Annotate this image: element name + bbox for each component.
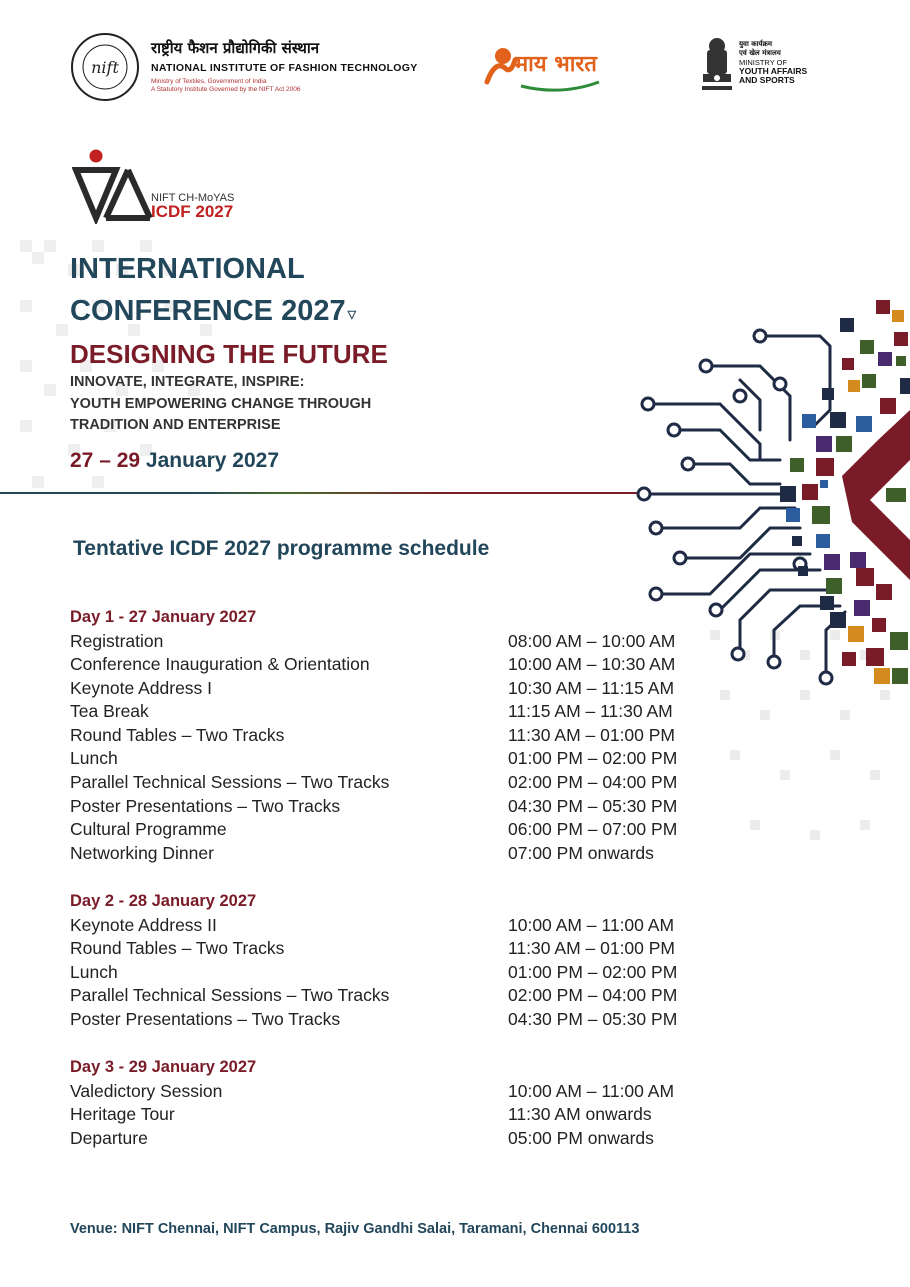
- event-time: 04:30 PM – 05:30 PM: [508, 795, 678, 816]
- icdf-logo-name: ICDF 2027: [151, 202, 234, 221]
- schedule-row: [70, 984, 710, 1008]
- event-time: 10:00 AM – 11:00 AM: [508, 1080, 675, 1101]
- event-time: 11:15 AM – 11:30 AM: [508, 701, 673, 722]
- event-name: Keynote Address I: [70, 677, 213, 698]
- schedule-row: [70, 1103, 710, 1127]
- event-name: Parallel Technical Sessions – Two Tracks: [70, 772, 390, 793]
- icdf-logo-subtitle: NIFT CH-MoYAS: [151, 192, 235, 204]
- event-time: 11:30 AM – 01:00 PM: [508, 938, 676, 959]
- event-name: Poster Presentations – Two Tracks: [70, 1008, 341, 1029]
- event-time: 06:00 PM – 07:00 PM: [508, 819, 678, 840]
- theme-subtitle-line1: INNOVATE, INTEGRATE, INSPIRE:: [70, 374, 305, 390]
- moyas-english-line3: AND SPORTS: [739, 75, 795, 85]
- triangle-mark: ▽: [347, 309, 357, 321]
- event-name: Tea Break: [70, 701, 149, 722]
- nift-hindi-name: राष्ट्रीय फैशन प्रौद्योगिकी संस्थान: [151, 39, 320, 57]
- event-time: 04:30 PM – 05:30 PM: [508, 1008, 678, 1029]
- event-name: Cultural Programme: [70, 819, 227, 840]
- svg-text:nift: nift: [91, 58, 119, 77]
- event-time: 05:00 PM onwards: [508, 1127, 654, 1148]
- event-time: 11:30 AM onwards: [508, 1104, 652, 1125]
- day-2-block: [70, 890, 710, 1031]
- day-1-block: [70, 606, 710, 865]
- event-time: 01:00 PM – 02:00 PM: [508, 748, 678, 769]
- schedule-row: [70, 653, 710, 677]
- section-divider: [0, 492, 640, 494]
- moyas-hindi-line1: युवा कार्यक्रम: [739, 40, 773, 48]
- event-time: 11:30 AM – 01:00 PM: [508, 724, 676, 745]
- event-time: 01:00 PM – 02:00 PM: [508, 961, 678, 982]
- event-name: Heritage Tour: [70, 1104, 175, 1125]
- event-time: 07:00 PM onwards: [508, 842, 654, 863]
- event-name: Departure: [70, 1127, 148, 1148]
- moyas-english-line1: MINISTRY OF: [739, 58, 788, 67]
- schedule-row: [70, 818, 710, 842]
- conference-dates: [70, 449, 279, 473]
- event-time: 10:30 AM – 11:15 AM: [508, 677, 675, 698]
- event-time: 02:00 PM – 04:00 PM: [508, 772, 678, 793]
- nift-seal-logo: [70, 32, 140, 102]
- event-name: Lunch: [70, 961, 118, 982]
- moyas-english-line2: YOUTH AFFAIRS: [739, 66, 808, 76]
- event-name: Round Tables – Two Tracks: [70, 724, 285, 745]
- event-name: Conference Inauguration & Orientation: [70, 654, 370, 675]
- nift-act-line: A Statutory Institute Governed by the NIFT Act 2006: [151, 86, 301, 93]
- date-range: 27 – 29: [70, 449, 141, 472]
- national-emblem-icon: [698, 36, 736, 98]
- day-3-block: [70, 1056, 710, 1150]
- day-title: Day 1 - 27 January 2027: [70, 608, 257, 626]
- theme-title: DESIGNING THE FUTURE: [70, 339, 388, 369]
- icdf-logo-mark: [72, 148, 162, 224]
- event-name: Round Tables – Two Tracks: [70, 938, 285, 959]
- schedule-row: [70, 937, 710, 961]
- schedule-row: [70, 1080, 710, 1104]
- schedule-row: [70, 1127, 710, 1151]
- schedule-row: [70, 747, 710, 771]
- schedule-row: [70, 914, 710, 938]
- venue-line: Venue: NIFT Chennai, NIFT Campus, Rajiv Gandhi Salai, Taramani, Chennai 600113: [70, 1221, 640, 1237]
- conference-title-line2: CONFERENCE 2027: [70, 295, 346, 327]
- schedule-row: [70, 842, 710, 866]
- event-name: Registration: [70, 630, 164, 651]
- event-name: Lunch: [70, 748, 118, 769]
- theme-subtitle-line3: TRADITION AND ENTERPRISE: [70, 417, 281, 433]
- event-name: Keynote Address II: [70, 914, 217, 935]
- conference-title: [70, 248, 356, 332]
- theme-subtitle-line2: YOUTH EMPOWERING CHANGE THROUGH: [70, 395, 372, 412]
- event-time: 08:00 AM – 10:00 AM: [508, 630, 676, 651]
- schedule-row: [70, 771, 710, 795]
- event-time: 02:00 PM – 04:00 PM: [508, 985, 678, 1006]
- day-title: Day 2 - 28 January 2027: [70, 892, 257, 910]
- event-name: Poster Presentations – Two Tracks: [70, 795, 341, 816]
- schedule-row: [70, 700, 710, 724]
- schedule-row: [70, 795, 710, 819]
- schedule-row: [70, 1008, 710, 1032]
- schedule-heading: Tentative ICDF 2027 programme schedule: [73, 537, 490, 560]
- day-title: Day 3 - 29 January 2027: [70, 1058, 257, 1076]
- nift-english-name: NATIONAL INSTITUTE OF FASHION TECHNOLOGY: [151, 62, 418, 74]
- event-name: Parallel Technical Sessions – Two Tracks: [70, 985, 390, 1006]
- event-name: Networking Dinner: [70, 842, 214, 863]
- moyas-name-block: [739, 40, 807, 85]
- schedule-row: [70, 630, 710, 654]
- nift-ministry-line: Ministry of Textiles, Government of India: [151, 78, 267, 85]
- schedule-row: [70, 724, 710, 748]
- schedule-row: [70, 677, 710, 701]
- mybharat-wordmark: माय भारत: [515, 52, 597, 77]
- event-time: 10:00 AM – 10:30 AM: [508, 654, 676, 675]
- conference-title-line1: INTERNATIONAL: [70, 253, 305, 285]
- event-name: Valedictory Session: [70, 1080, 223, 1101]
- date-month-year: January 2027: [140, 449, 280, 472]
- nift-name-block: [151, 38, 418, 94]
- schedule-row: [70, 961, 710, 985]
- moyas-hindi-line2: एवं खेल मंत्रालय: [739, 49, 781, 57]
- theme-subtitle: [70, 372, 371, 437]
- event-time: 10:00 AM – 11:00 AM: [508, 914, 675, 935]
